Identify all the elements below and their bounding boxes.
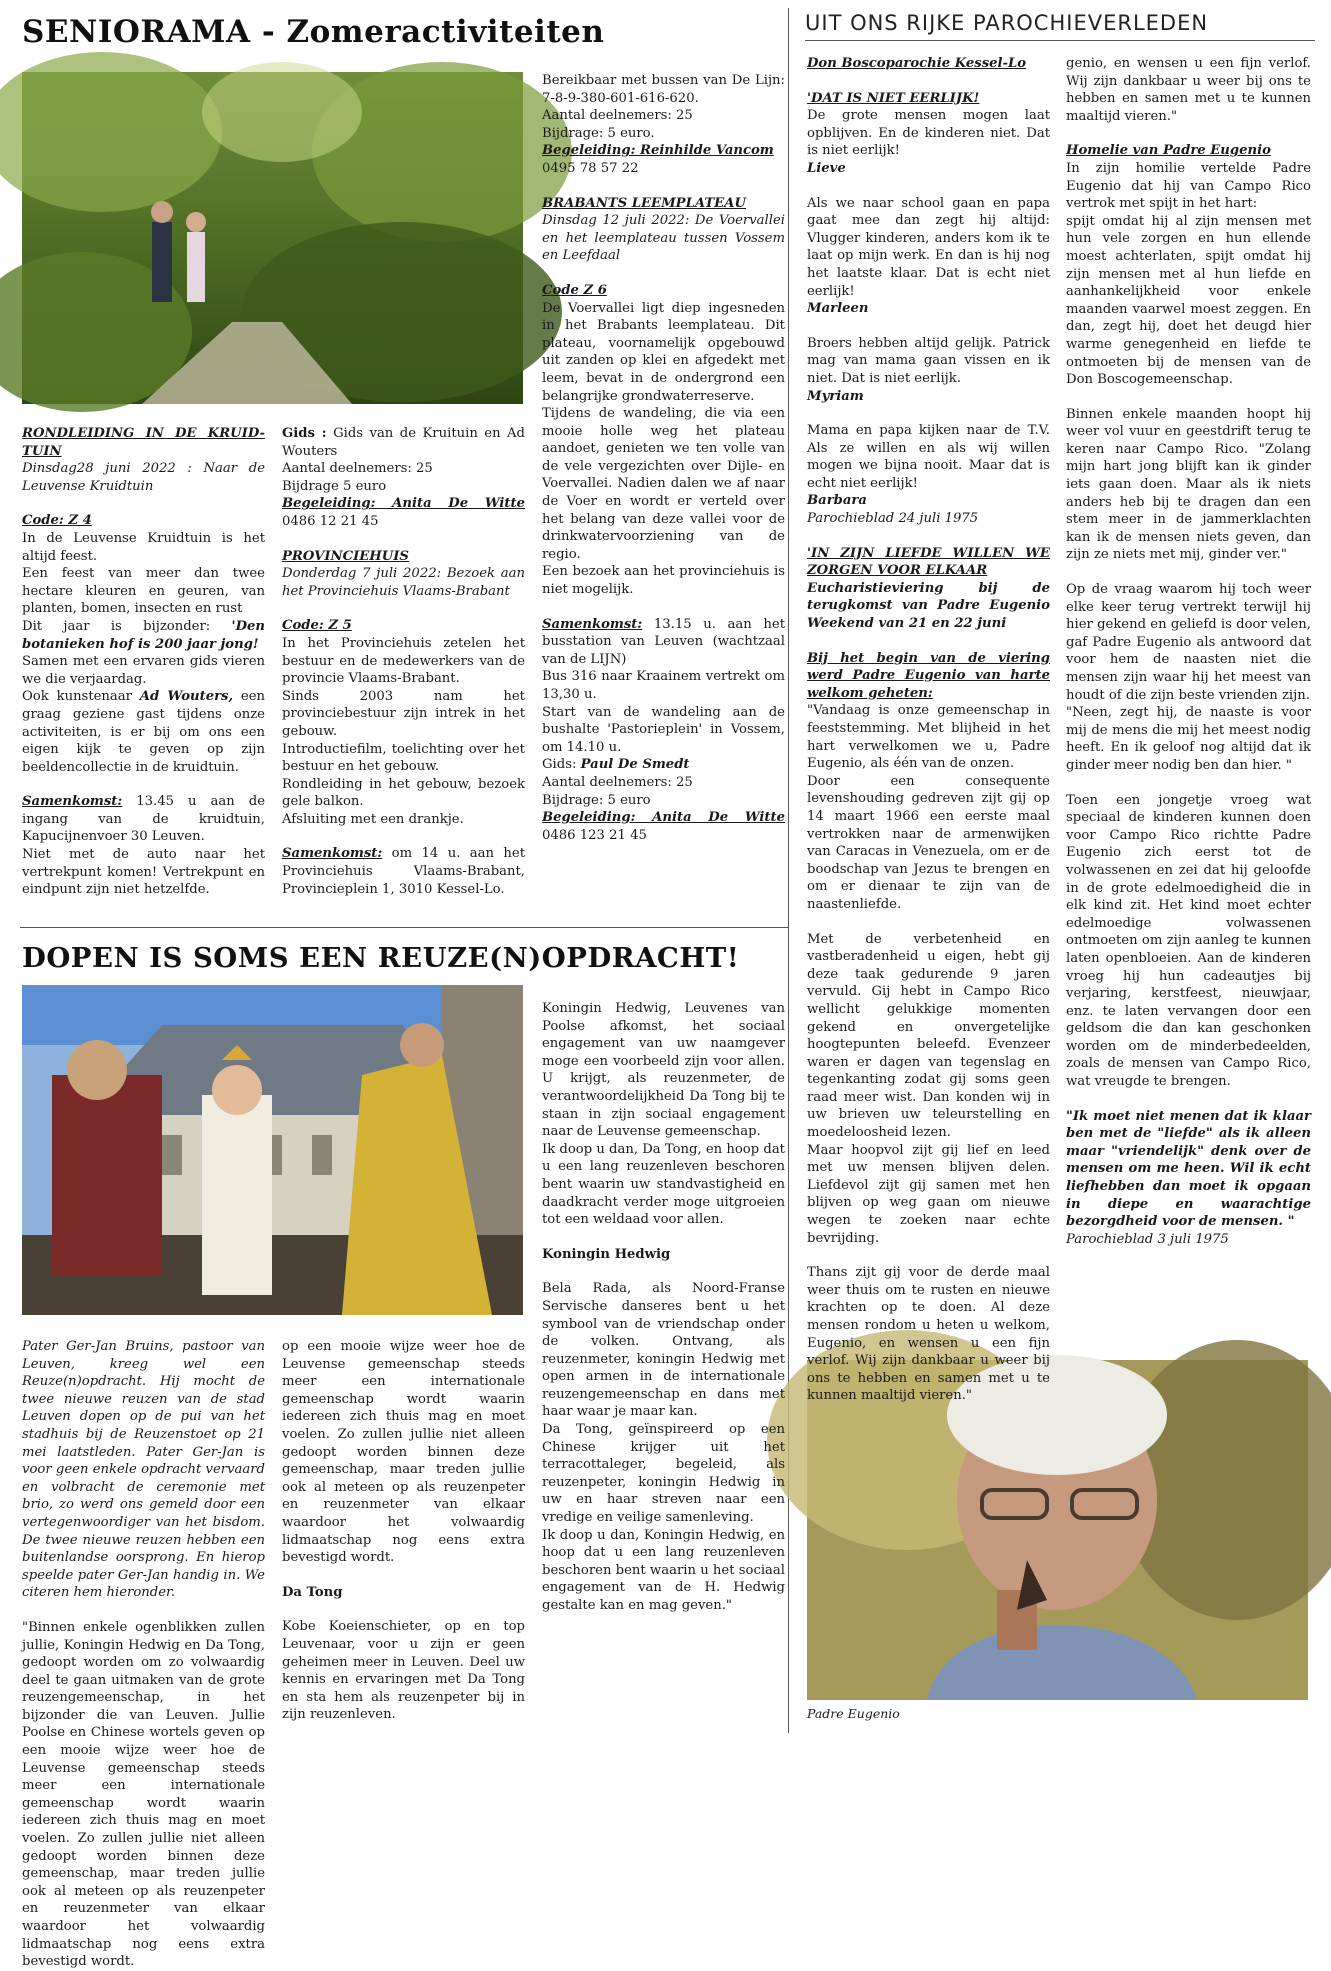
eerlijk-name-3: Myriam: [807, 388, 864, 404]
padre-eugenio-photo: [807, 1360, 1308, 1700]
dopen-title: DOPEN IS SOMS EEN REUZE(N)OPDRACHT!: [22, 942, 740, 974]
verleden-col-b: [1066, 55, 1311, 1350]
provinciehuis-meeting: Samenkomst: om 14 u. aan het Provinciehuis Vlaams-Brabant, Provincieplein 1, 3010 Kessel-Lo.: [282, 846, 525, 897]
homelie-p3: Binnen enkele maanden hoopt hij weer vol vuur en geestdrift terug te keren naar Campo Rico. "Zolang mijn hart jong blijft kan ik ginder iets gaan doen. Maar als ik niets anders heb bij te dragen dan een stem meer in de jammerklachten kan ik de mensen niets geven, dan zijn ze niets met mij, ginder ver.": [1066, 406, 1311, 563]
dopen-quote-cont: op een mooie wijze weer hoe de Leuvense gemeenschap steeds meer een internationale gemeenschap wordt waarin iedereen zich thuis mag en moet voelen. Zo zullen jullie niet alleen gedoopt worden binnen deze gemeenschap, maar treden jullie ook al meteen op als reuzenpeter en reuzenmeter van elkaar waardoor het volwaardig lidmaatschap nog eens extra bevestigd wordt.: [282, 1339, 525, 1566]
liefde-p5-cont: genio, en wensen u een fijn verlof. Wij zijn dankbaar u weer bij ons te hebben en samen met u te kunnen maaltijd vieren.": [1066, 56, 1311, 124]
kruidtuin-body-3: Dit jaar is bijzonder: 'Den botanieken hof is 200 jaar jong!: [22, 618, 265, 652]
seniorama-col-1: [22, 425, 265, 915]
seniorama-title: SENIORAMA - Zomeractiviteiten: [22, 14, 605, 50]
provinciehuis-transport: Bereikbaar met bussen van De Lijn: 7-8-9-380-601-616-620.: [542, 73, 785, 106]
liefde-heading: 'IN ZIJN LIEFDE WILLEN WE ZORGEN VOOR ELKAAR: [807, 545, 1050, 579]
leemplateau-guide: Gids: Paul De Smedt: [542, 757, 690, 773]
kruidtuin-code: Code: Z 4: [22, 513, 92, 529]
eerlijk-p3: Broers hebben altijd gelijk. Patrick mag van mama gaan vissen en ik niet. Dat is niet eerlijk.: [807, 335, 1050, 386]
provinciehuis-body-3: Introductiefilm, toelichting over het bestuur en het gebouw.: [282, 741, 525, 775]
kruidtuin-fee: Bijdrage 5 euro: [282, 478, 387, 494]
eerlijk-p4: Mama en papa kijken naar de T.V. Als ze willen en als wij willen mogen we bijna nooit. Maar dat is echt niet eerlijk!: [807, 423, 1050, 491]
eerlijk-heading: 'DAT IS NIET EERLIJK!: [807, 90, 980, 106]
kruidtuin-meeting: Samenkomst: 13.45 u aan de ingang van de kruidtuin, Kapucijnenvoer 30 Leuven.: [22, 794, 265, 845]
giants-baptism-photo: [22, 985, 523, 1315]
kruidtuin-body-1: In de Leuvense Kruidtuin is het altijd feest.: [22, 530, 265, 564]
liefde-p3: Met de verbetenheid en vastberadenheid u eigen, hebt gij deze taak gedurende 9 jaren vervuld. Gij hebt in Campo Rico wellicht gelukkige momenten gekend en onvergetelijke hoogtepunten beleefd. Evenzeer waren er dagen van tegenslag en tegenkanting zodat gij soms geen raad meer wist. Dan konden wij in uw brieven uw teleurstelling en moedeloosheid lezen.: [807, 931, 1050, 1141]
seniorama-col-2: [282, 425, 525, 915]
provinciehuis-phone: 0495 78 57 22: [542, 160, 639, 176]
liefde-subheading: Eucharistieviering bij de terugkomst van Padre Eugenio Weekend van 21 en 22 juni: [807, 580, 1050, 632]
leemplateau-code: Code Z 6: [542, 282, 607, 298]
kruidtuin-lead: Begeleiding: Anita De Witte 0486 12 21 45: [282, 496, 525, 529]
leemplateau-heading: BRABANTS LEEMPLATEAU: [542, 195, 746, 211]
dopen-quote-start: "Binnen enkele ogenblikken zullen jullie, Koningin Hedwig en Da Tong, gedoopt worden om zo volwaardig deel te gaan uitmaken van de grote reuzengemeenschap, in het bijzonder die van Leuven. Jullie Poolse en Chinese wortels geven op een mooie wijze weer hoe de Leuvense gemeenschap steeds meer een internationale gemeenschap wordt waarin iedereen zich thuis mag en moet voelen. Zo zullen jullie niet alleen gedoopt worden binnen deze gemeenschap, maar treden jullie ook al meteen op als reuzenpeter en reuzenmeter van elkaar waardoor het volwaardig lidmaatschap nog eens extra bevestigd wordt.: [22, 1619, 265, 1970]
dopen-intro: Pater Ger-Jan Bruins, pastoor van Leuven, kreeg wel een Reuze(n)opdracht. Hij mocht de twee nieuwe reuzen van de stad Leuven dopen op de pui van het stadhuis bij de Reuzenstoet op 21 mei laatstleden. Pater Ger-Jan is voor geen enkele opdracht vervaard en volbracht de ceremonie met brio, zo werd ons gemeld door een vertegenwoordiger van het bisdom. De twee nieuwe reuzen hebben een buitenlandse oorsprong. En hierop speelde pater Ger-Jan handig in. We citeren hem hieronder.: [22, 1339, 265, 1601]
eerlijk-source: Parochieblad 24 juli 1975: [807, 511, 979, 527]
kruidtuin-date: Dinsdag28 juni 2022 : Naar de Leuvense Kruidtuin: [22, 461, 265, 494]
datong-text: Kobe Koeienschieter, op en top Leuvenaar, voor u zijn er geen geheimen meer in Leuven. Deel uw kennis en ervaringen met Da Tong en sta hem als reuzenpeter bij in zijn reuzenleven.: [282, 1619, 525, 1723]
leemplateau-count: Aantal deelnemers: 25: [542, 774, 693, 790]
hedwig-text-1: Bela Rada, als Noord-Franse Servische danseres bent u het symbool van de vriendschap onder de volken. Ontvang, als reuzenmeter, koningin Hedwig met open armen in de internationale reuzengemeenschap en dans met haar waar je maar kan.: [542, 1281, 785, 1420]
eerlijk-name-1: Lieve: [807, 160, 846, 176]
homelie-p4: Op de vraag waarom hij toch weer elke keer terug vertrekt terwijl hij hier gekend en geliefd is door velen, gaf Padre Eugenio als antwoord dat voor hem de naasten niet die mensen zijn waar hij het meest van houdt of die zijn beste vrienden zijn.: [1066, 582, 1311, 703]
homelie-p5: "Neen, zegt hij, de naaste is voor mij de mens die mij het meest nodig heeft. En ik geloof nog altijd dat ik ginder meer nodig ben dan hier. ": [1066, 705, 1311, 773]
homelie-p2: spijt omdat hij al zijn mensen met hun vele zorgen en hun ellende moest achterlaten, spijt omdat hij zijn mensen met al hun liefde en aanhankelijkheid voor enkele maanden vaarwel moest zeggen. En dan, zegt hij, doet het deugd hier warme genegenheid en liefde te ontmoeten bij de mensen van de Don Boscogemeenschap.: [1066, 213, 1311, 388]
leemplateau-date: Dinsdag 12 juli 2022: De Voervallei en het leemplateau tussen Vossem en Leefdaal: [542, 213, 785, 264]
hedwig-heading: Koningin Hedwig: [542, 1246, 671, 1262]
leemplateau-lead: Begeleiding: Anita De Witte 0486 123 21 45: [542, 810, 785, 843]
provinciehuis-body-4: Rondleiding in het gebouw, bezoek gele balkon.: [282, 776, 525, 810]
dopen-col3-a: Koningin Hedwig, Leuvenes van Poolse afkomst, het sociaal engagement van uw naamgever moge een voorbeeld zijn voor allen. U krijgt, als reuzenmeter, de verantwoordelijkheid Da Tong bij te staan in zijn sociaal engagement naar de Leuvense gemeenschap.: [542, 1001, 785, 1140]
provinciehuis-code: Code: Z 5: [282, 618, 352, 634]
dopen-col-2: [282, 1338, 525, 1730]
provinciehuis-body-5: Afsluiting met een drankje.: [282, 811, 464, 827]
datong-heading: Da Tong: [282, 1584, 343, 1600]
provinciehuis-heading: PROVINCIEHUIS: [282, 548, 409, 564]
leemplateau-body-1: De Voervallei ligt diep ingesneden in het Brabants leemplateau. Dit plateau, voornamelijk opgebouwd uit zanden op klei en afgedekt met leem, bevat in de ondergrond een belangrijke grondwaterreserve.: [542, 300, 785, 404]
kruidtuin-guide: Gids : Gids van de Kruituin en Ad Wouters: [282, 426, 525, 459]
kruidtuin-body-4: Samen met een ervaren gids vieren we die verjaardag.: [22, 654, 265, 687]
kruidtuin-body-2: Een feest van meer dan twee hectare kleuren en geuren, van planten, bomen, insecten en rust: [22, 566, 265, 617]
liefde-p4: Maar hoopvol zijt gij lief en leed met uw mensen blijven delen. Liefdevol zijt gij samen met hen blijven op weg gaan om nieuwe wegen te zoeken naar echte bevrijding.: [807, 1142, 1050, 1246]
homelie-heading: Homelie van Padre Eugenio: [1066, 143, 1271, 159]
provinciehuis-date: Donderdag 7 juli 2022: Bezoek aan het Provinciehuis Vlaams-Brabant: [282, 566, 525, 599]
seniorama-col-3: [542, 72, 785, 917]
homelie-quote: "Ik moet niet menen dat ik klaar ben met de "liefde" als ik alleen maar "vriendelijk" denk over de mensen om me heen. Wil ik echt liefhebben dan moet ik opgaan in diepe en waarachtige bezorgdheid voor de mensen. ": [1066, 1108, 1311, 1230]
provinciehuis-body-2: Sinds 2003 nam het provinciebestuur zijn intrek in het gebouw.: [282, 688, 525, 739]
dopen-col-1: [22, 1338, 265, 1970]
eerlijk-name-2: Marleen: [807, 301, 869, 317]
kruidtuin-body-5: Ook kunstenaar Ad Wouters, een graag geziene gast tijdens onze activiteiten, is er bij om ons een eigen kijk te geven op zijn beeldencollectie in de kruidtuin.: [22, 689, 266, 775]
leemplateau-body-3: Een bezoek aan het provinciehuis is niet mogelijk.: [542, 564, 785, 598]
dopen-col-3: [542, 1000, 785, 1730]
homelie-p6: Toen een jongetje vroeg wat speciaal de kinderen kunnen doen voor Campo Rico richtte Padre Eugenio zich eerst tot de volwassenen en zei dat hij geloofde in de grote edelmoedigheid die in elk kind zit. Het kind moet echter edelmoedige volwassenen ontmoeten om zijn aanleg te kunnen laten openbloeien. Aan de kinderen vroeg hij hun cadeautjes bij verjaring, kerstfeest, nieuwjaar, enz. te laten vervangen door een geldsom die dan kan geschonken worden om de minderbedeelden, zoals de mensen van Campo Rico, wat vreugde te brengen.: [1066, 792, 1311, 1090]
leemplateau-fee: Bijdrage: 5 euro: [542, 792, 651, 808]
liefde-p5: Thans zijt gij voor de derde maal weer thuis om te rusten en nieuwe krachten op te doen. Al deze mensen rondom u heten u welkom, Eugenio, en wensen u een fijn verlof. Wij zijn dankbaar u weer bij ons te hebben en samen met u te kunnen maaltijd vieren.": [807, 1265, 1050, 1404]
hedwig-text-3: Ik doop u dan, Koningin Hedwig, en hoop dat u een lang reuzenleven beschoren bent waarin u het sociaal engagement van de H. Hedwig gestalte kan en mag geven.": [542, 1527, 785, 1613]
leemplateau-bus: Bus 316 naar Kraainem vertrekt om 13,30 u.: [542, 669, 785, 702]
leemplateau-meeting: Samenkomst: 13.15 u. aan het busstation van Leuven (wachtzaal van de LIJN): [542, 616, 785, 667]
garden-photo: [22, 72, 523, 404]
section-title-verleden: UIT ONS RIJKE PAROCHIEVERLEDEN: [805, 11, 1209, 35]
verleden-col-a: [807, 55, 1050, 1404]
provinciehuis-body-1: In het Provinciehuis zetelen het bestuur en de medewerkers van de provincie Vlaams-Brabant.: [282, 635, 525, 687]
parish-name: Don Boscoparochie Kessel-Lo: [807, 56, 1027, 71]
liefde-p2: Door een consequente levenshouding gedreven zijt gij op 14 maart 1966 een eerste maal vertrokken naar de armenwijken van Caracas in Venezuela, om er de boodschap van Jezus te brengen en om er dienaar te zijn van de naastenliefde.: [807, 773, 1050, 912]
hedwig-text-2: Da Tong, geïnspireerd op een Chinese krijger uit het terracottaleger, begeleid, als reuzenpeter, koningin Hedwig in uw en haar streven naar een vredige en veilige samenleving.: [542, 1422, 785, 1526]
kruidtuin-count: Aantal deelnemers: 25: [282, 461, 433, 477]
article-divider: [20, 927, 788, 928]
provinciehuis-count: Aantal deelnemers: 25: [542, 108, 693, 124]
kruidtuin-heading: RONDLEIDING IN DE KRUID-TUIN: [22, 426, 265, 459]
homelie-p1: In zijn homilie vertelde Padre Eugenio dat hij van Campo Rico vertrok met spijt in het hart:: [1066, 160, 1311, 212]
eerlijk-name-4: Barbara: [807, 493, 867, 509]
section-rule-top: [805, 40, 1315, 41]
provinciehuis-fee: Bijdrage: 5 euro.: [542, 125, 655, 141]
dopen-col3-b: Ik doop u dan, Da Tong, en hoop dat u een lang reuzenleven beschoren bent waarin uw standvastigheid en daadkracht verder moge uitgroeien tot een weldaad voor allen.: [542, 1141, 785, 1228]
provinciehuis-lead: Begeleiding: Reinhilde Vancom: [542, 143, 774, 159]
liefde-intro: Bij het begin van de viering werd Padre Eugenio van harte welkom geheten:: [807, 650, 1050, 701]
eerlijk-p1: De grote mensen mogen laat opblijven. En de kinderen niet. Dat is niet eerlijk!: [807, 108, 1050, 159]
eerlijk-p2: Als we naar school gaan en papa gaat mee dan zegt hij altijd: Vlugger kinderen, anders kom ik te laat op mijn werk. En dan is hij nog het laatste klaar. Dat is echt niet eerlijk!: [807, 195, 1050, 299]
homelie-source: Parochieblad 3 juli 1975: [1066, 1231, 1229, 1247]
leemplateau-body-2: Tijdens de wandeling, die via een mooie holle weg het plateau aandoet, genieten we ten volle van de vele vergezichten over Dijle- en Voervallei. Nadien dalen we af naar de Voer en wordt er verteld over het belang van deze vallei voor de drinkwatervoorziening van de regio.: [542, 406, 785, 562]
photo-caption: Padre Eugenio: [807, 1706, 900, 1721]
liefde-p1: "Vandaag is onze gemeenschap in feeststemming. Met blijheid in het hart verwelkomen we u, Padre Eugenio, als één van de onzen.: [807, 703, 1050, 772]
kruidtuin-note: Niet met de auto naar het vertrekpunt komen! Vertrekpunt en eindpunt zijn niet hetzelfde.: [22, 847, 265, 898]
leemplateau-start: Start van de wandeling aan de bushalte 'Pastorieplein' in Vossem, om 14.10 u.: [542, 704, 785, 755]
